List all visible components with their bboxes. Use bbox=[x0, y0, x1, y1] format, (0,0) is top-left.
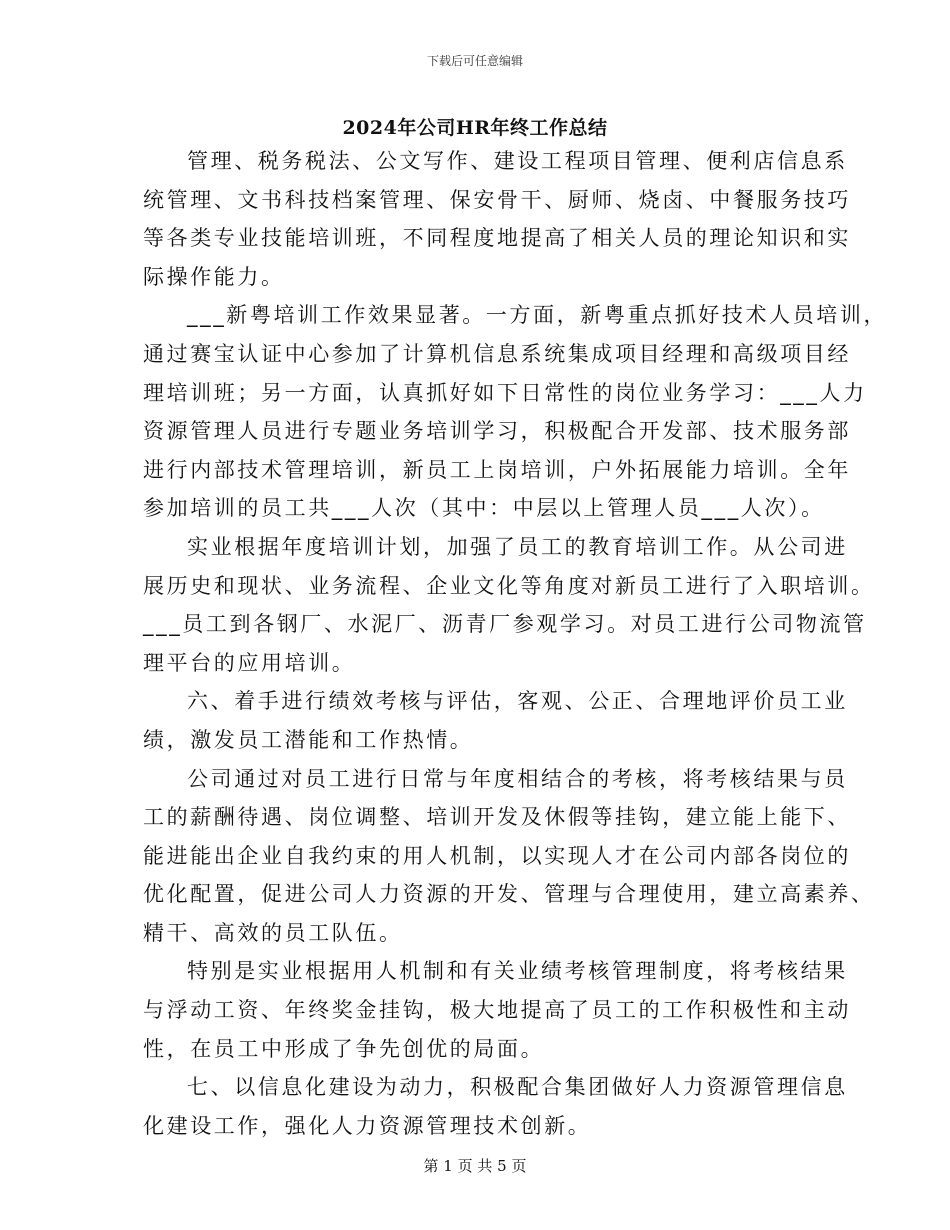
text-line: 精干、高效的员工队伍。 bbox=[143, 920, 403, 945]
text-line: 绩，激发员工潜能和工作热情。 bbox=[143, 727, 474, 752]
paragraph-6 bbox=[143, 952, 851, 1068]
document-body bbox=[143, 142, 888, 1145]
text-line: 资源管理人员进行专题业务培训学习，积极配合开发部、技术服务部 bbox=[143, 419, 851, 444]
text-line: 六、着手进行绩效考核与评估，客观、公正、合理地评价员工业 bbox=[187, 689, 848, 714]
text-line: 统管理、文书科技档案管理、保安骨干、厨师、烧卤、中餐服务技巧 bbox=[143, 187, 851, 212]
paragraph-7 bbox=[143, 1068, 848, 1145]
text-line: 特别是实业根据用人机制和有关业绩考核管理制度，将考核结果 bbox=[187, 959, 848, 984]
document-title: 2024年公司HR年终工作总结 bbox=[342, 117, 608, 139]
text-line: 优化配置，促进公司人力资源的开发、管理与合理使用，建立高素养、 bbox=[143, 882, 875, 907]
text-line: 际操作能力。 bbox=[143, 264, 285, 289]
text-line: 性，在员工中形成了争先创优的局面。 bbox=[143, 1036, 545, 1061]
text-line: 参加培训的员工共___人次（其中：中层以上管理人员___人次）。 bbox=[143, 496, 825, 521]
text-line: ___新粤培训工作效果显著。一方面，新粤重点抓好技术人员培训， bbox=[187, 303, 888, 328]
text-line: ___员工到各钢厂、水泥厂、沥青厂参观学习。对员工进行公司物流管 bbox=[143, 612, 867, 637]
text-line: 实业根据年度培训计划，加强了员工的教育培训工作。从公司进 bbox=[187, 534, 848, 559]
paragraph-1 bbox=[143, 142, 851, 296]
text-line: 进行内部技术管理培训，新员工上岗培训，户外拓展能力培训。全年 bbox=[143, 457, 851, 482]
text-line: 与浮动工资、年终奖金挂钩，极大地提高了员工的工作积极性和主动 bbox=[143, 998, 851, 1023]
page-header-note: 下载后可任意编辑 bbox=[426, 54, 523, 68]
text-line: 理培训班；另一方面，认真抓好如下日常性的岗位业务学习：___人力 bbox=[143, 380, 867, 405]
text-line: 理平台的应用培训。 bbox=[143, 650, 356, 675]
text-line: 七、以信息化建设为动力，积极配合集团做好人力资源管理信息 bbox=[187, 1075, 848, 1100]
text-line: 公司通过对员工进行日常与年度相结合的考核，将考核结果与员 bbox=[187, 766, 848, 791]
text-line: 化建设工作，强化人力资源管理技术创新。 bbox=[143, 1113, 592, 1138]
text-line: 工的薪酬待遇、岗位调整、培训开发及休假等挂钩，建立能上能下、 bbox=[143, 805, 851, 830]
text-line: 管理、税务税法、公文写作、建设工程项目管理、便利店信息系 bbox=[187, 149, 848, 173]
paragraph-4 bbox=[143, 682, 848, 759]
text-line: 等各类专业技能培训班，不同程度地提高了相关人员的理论知识和实 bbox=[143, 226, 851, 251]
paragraph-5 bbox=[143, 760, 875, 953]
paragraph-2 bbox=[143, 296, 888, 528]
text-line: 展历史和现状、业务流程、企业文化等角度对新员工进行了入职培训。 bbox=[143, 573, 875, 598]
text-line: 能进能出企业自我约束的用人机制，以实现人才在公司内部各岗位的 bbox=[143, 843, 851, 868]
paragraph-3 bbox=[143, 528, 875, 682]
page-number: 第 1 页 共 5 页 bbox=[423, 1157, 527, 1175]
text-line: 通过赛宝认证中心参加了计算机信息系统集成项目经理和高级项目经 bbox=[143, 341, 851, 366]
